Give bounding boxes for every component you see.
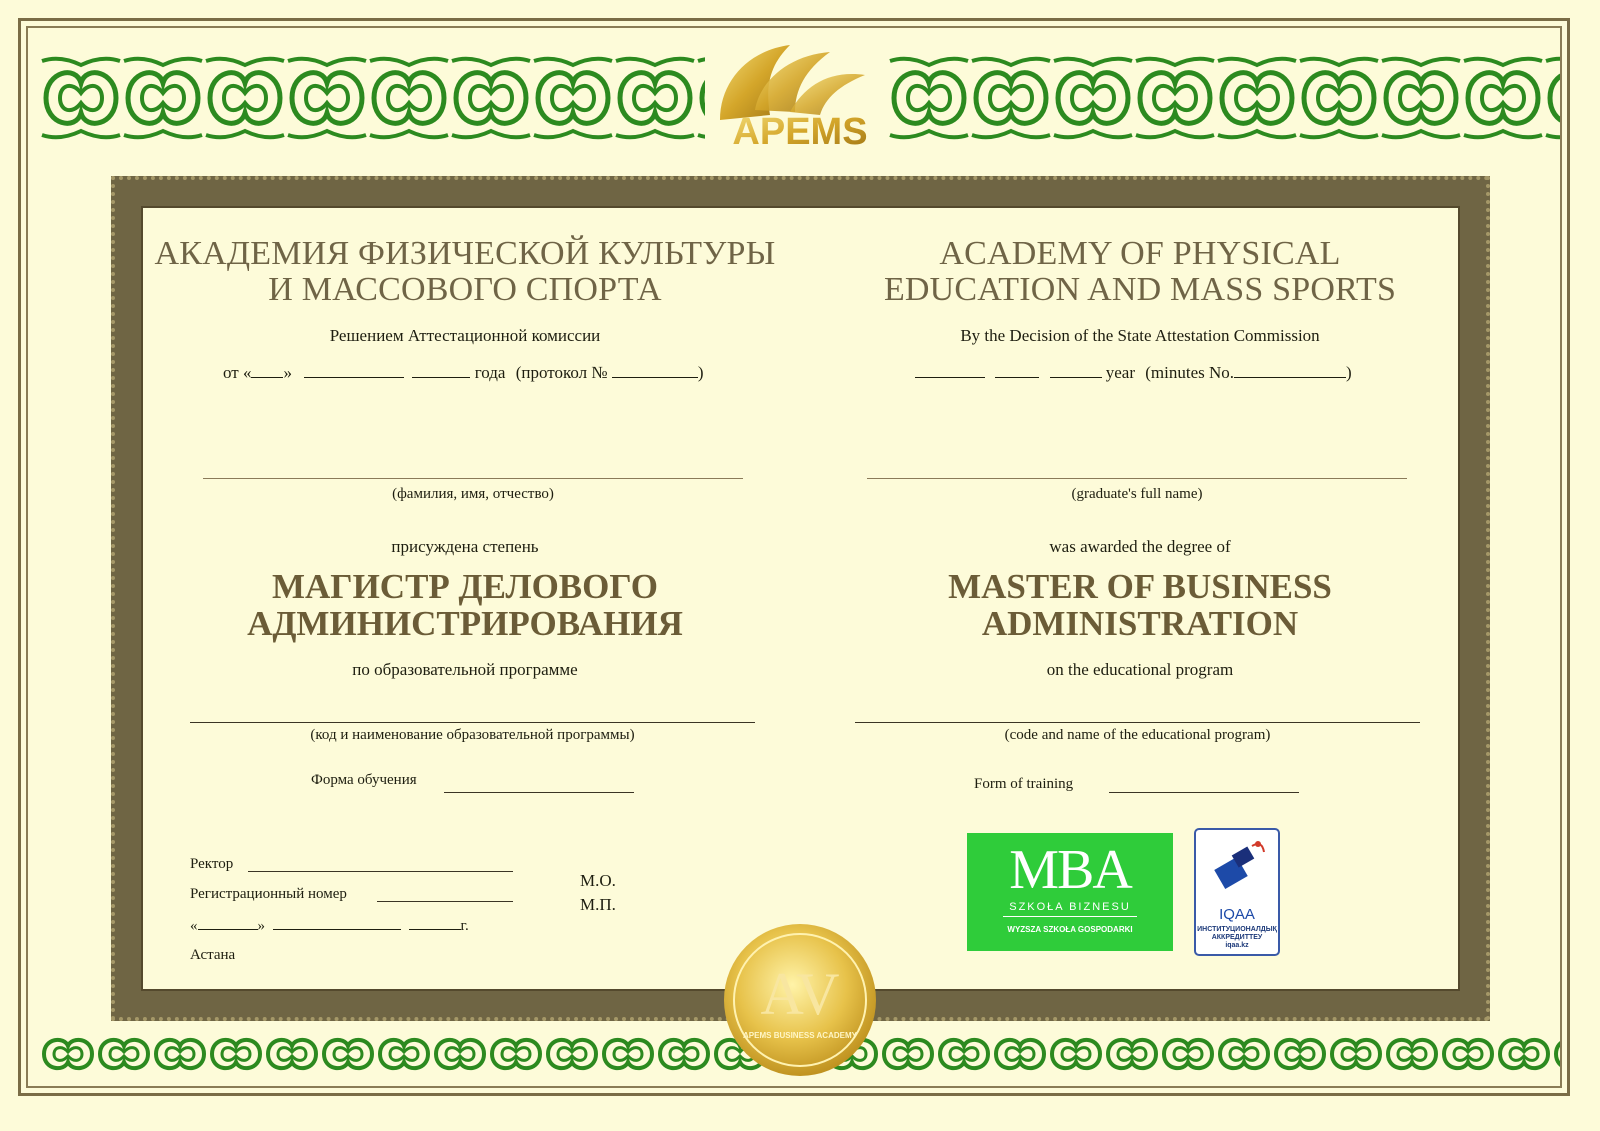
decision-ru: Решением Аттестационной комиссии [329,326,601,345]
form-label-ru: Форма обучения [311,772,417,788]
issue-date-open: « [190,918,198,934]
iqaa-logo-line1: ИНСТИТУЦИОНАЛДЫҚ [1197,926,1277,933]
paren-close-en: ) [1346,363,1352,382]
program-caption-en: (code and name of the educational program) [1004,727,1271,743]
form-blank-en[interactable] [1109,792,1299,793]
academy-title-ru-line2: И МАССОВОГО СПОРТА [268,271,662,308]
date-blank-en-1[interactable] [915,363,985,378]
issue-year-blank[interactable] [409,917,461,930]
seal-text: APEMS BUSINESS ACADEMY [743,1031,857,1040]
program-caption-ru: (код и наименование образовательной программы) [310,727,635,743]
minutes-blank-en[interactable] [1234,363,1346,378]
year-word-en: year [1105,363,1136,382]
date-prefix-ru: от « [223,363,252,382]
mba-logo-divider [1003,916,1137,917]
awarded-en: was awarded the degree of [1049,537,1231,556]
degree-en-line2: ADMINISTRATION [981,604,1299,643]
issue-date-line [190,917,469,935]
day-blank-ru[interactable] [251,363,283,378]
iqaa-logo-line2: АККРЕДИТТЕУ [1211,934,1263,941]
degree-ru-line2: АДМИНИСТРИРОВАНИЯ [247,604,683,643]
year-word-ru: года [474,363,506,382]
protocol-label-ru: (протокол № [515,363,608,382]
mba-logo-subtitle: SZKOŁA BIZNESU [1009,901,1131,913]
mba-logo [967,833,1173,951]
date-quote-close-ru: » [283,363,292,382]
academy-title-en [850,236,1430,308]
iqaa-logo-caption [1196,926,1278,950]
reg-number-blank[interactable] [377,901,513,902]
iqaa-logo [1194,828,1280,956]
mba-logo-small: WYZSZA SZKOŁA GOSPODARKI [1007,925,1133,934]
ornament-band-top-left [40,53,705,143]
academy-title-ru [150,236,780,308]
academy-title-en-line2: EDUCATION AND MASS SPORTS [883,271,1397,308]
program-line-en[interactable] [855,722,1420,723]
name-line-ru[interactable] [203,478,743,479]
degree-ru-line1: МАГИСТР ДЕЛОВОГО [271,567,658,606]
minutes-label-en: (minutes No. [1145,363,1235,382]
date-line-ru [223,363,783,383]
apems-logo-text: APEMS [732,111,868,150]
rector-signature-line[interactable] [248,871,513,872]
academy-title-en-line1: ACADEMY OF PHYSICAL [939,235,1341,272]
form-label-en: Form of training [974,776,1074,792]
name-caption-ru: (фамилия, имя, отчество) [392,486,554,502]
year-blank-ru[interactable] [412,363,470,378]
protocol-blank-ru[interactable] [612,363,698,378]
form-blank-ru[interactable] [444,792,634,793]
program-line-ru[interactable] [190,722,755,723]
rector-label: Ректор [190,856,234,872]
month-blank-ru[interactable] [304,363,404,378]
ornament-band-top-right [888,53,1560,143]
issue-month-blank[interactable] [273,917,401,930]
program-ru: по образовательной программе [352,660,578,679]
iqaa-logo-title: IQAA [1219,906,1255,923]
degree-ru [150,568,780,642]
gold-seal [720,920,880,1080]
paren-close-ru: ) [697,363,704,382]
issue-day-blank[interactable] [198,917,258,930]
mba-logo-title: MBA [1009,839,1131,901]
awarded-ru: присуждена степень [391,537,539,556]
reg-number-label: Регистрационный номер [190,886,347,902]
academy-title-ru-line1: АКАДЕМИЯ ФИЗИЧЕСКОЙ КУЛЬТУРЫ [154,235,776,272]
date-blank-en-3[interactable] [1050,363,1102,378]
name-caption-en: (graduate's full name) [1071,486,1203,502]
program-en: on the educational program [1046,660,1234,679]
issue-year-suffix: г. [460,918,469,934]
name-line-en[interactable] [867,478,1407,479]
iqaa-emblem-icon [1208,836,1268,900]
degree-en [850,568,1430,642]
degree-en-line1: MASTER OF BUSINESS [948,567,1332,606]
decision-en: By the Decision of the State Attestation Commission [960,326,1320,345]
seal-place-ru2: М.П. [580,895,616,914]
iqaa-logo-site: iqaa.kz [1225,942,1249,949]
seal-place-ru1: М.О. [580,871,616,890]
seal-monogram: AV [760,961,840,1027]
apems-logo [710,40,870,150]
city-label: Астана [190,947,236,963]
issue-date-close: » [257,918,265,934]
date-line-en [915,363,1352,383]
date-blank-en-2[interactable] [995,363,1039,378]
